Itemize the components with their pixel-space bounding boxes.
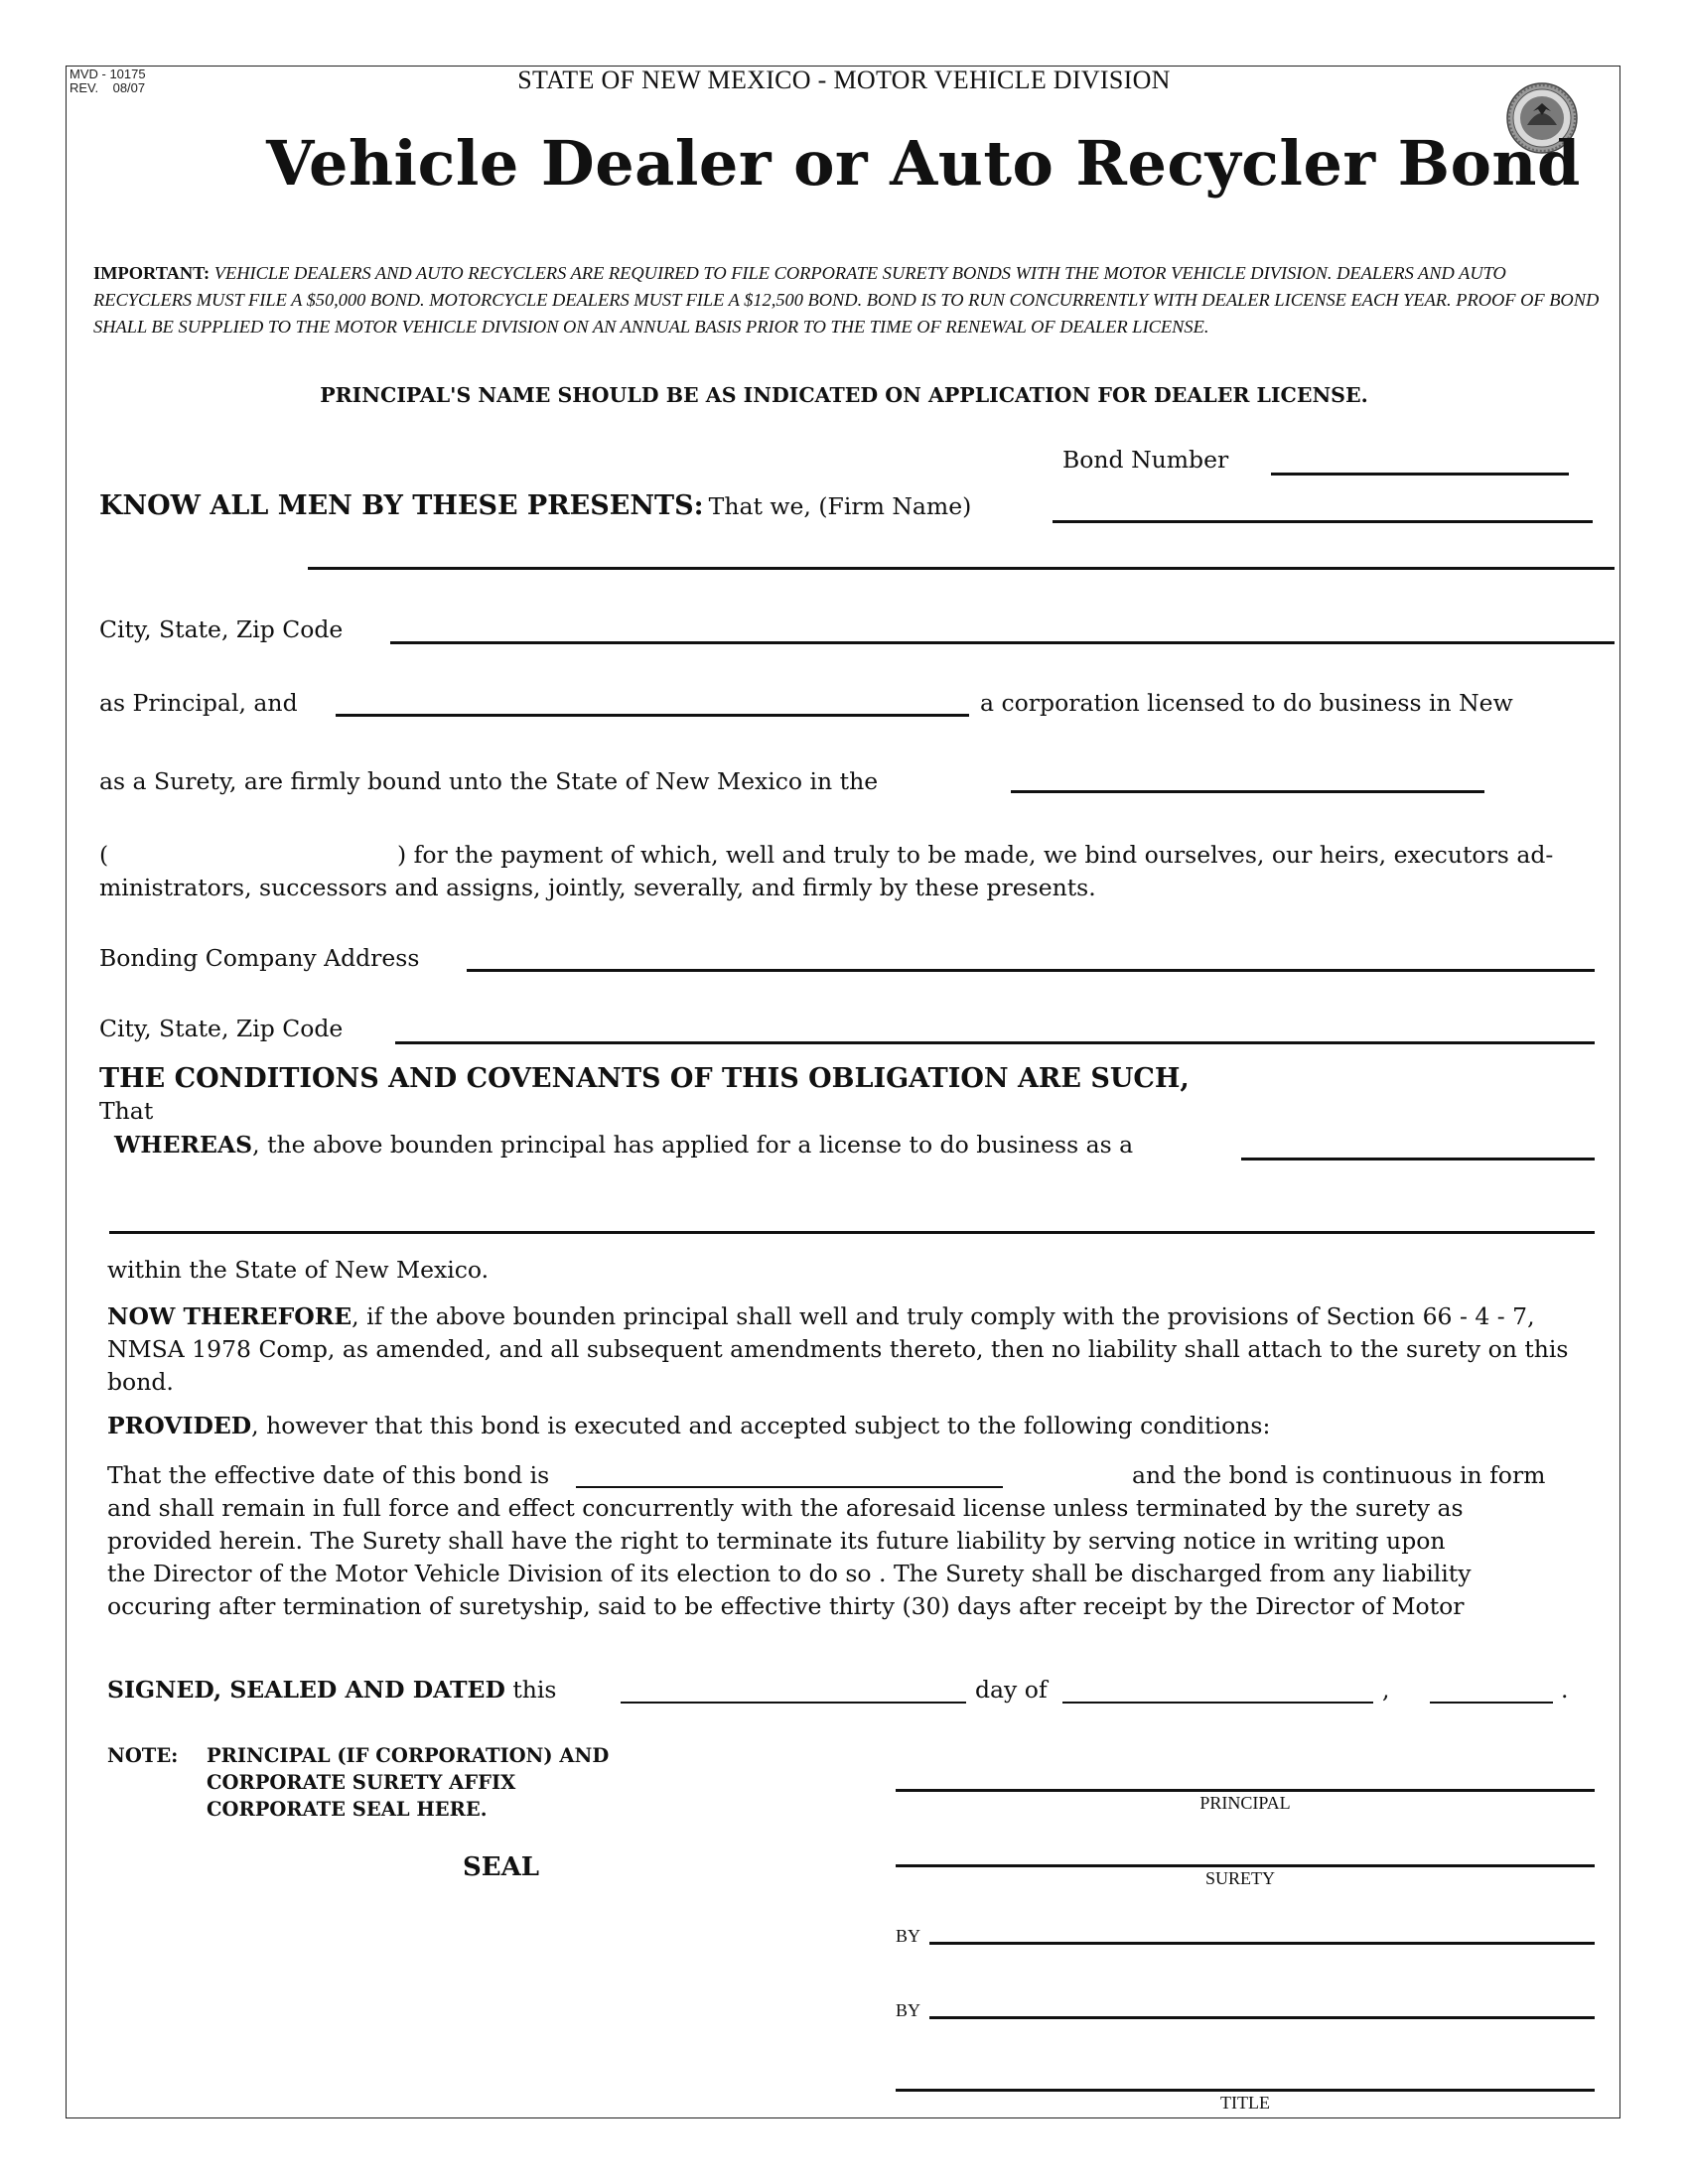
important-notice — [93, 260, 1609, 341]
business-type-field-line2[interactable] — [109, 1231, 1595, 1234]
signed-comma: , — [1382, 1676, 1390, 1704]
firm-name-field[interactable] — [1053, 520, 1593, 523]
title-field[interactable] — [896, 2089, 1595, 2092]
bonding-company-address-field[interactable] — [467, 969, 1595, 972]
effective-line5: occuring after termination of suretyship, said to be effective thirty (30) days after receipt by the Director of Motor — [107, 1592, 1465, 1620]
now-therefore-text: , if the above bounden principal shall well and truly comply with the provisions of Section 66 - 4 - 7, NMSA 1978 Comp, as amended, and all subsequent amendments thereto, then no liability shall attach to the surety on this bond. — [107, 1302, 1569, 1396]
title-label: TITLE — [1220, 2093, 1270, 2113]
payment-continuation: ministrators, successors and assigns, jointly, severally, and firmly by these presents. — [99, 874, 1096, 901]
bonding-company-label: Bonding Company Address — [99, 944, 420, 972]
page-title: Vehicle Dealer or Auto Recycler Bond — [266, 127, 1581, 200]
signed-month-field[interactable] — [1062, 1702, 1373, 1704]
payment-text: ) for the payment of which, well and truly to be made, we bind ourselves, our heirs, executors ad- — [397, 841, 1554, 869]
provided-label: PROVIDED — [107, 1412, 252, 1439]
signed-period: . — [1561, 1676, 1569, 1704]
seal-label: SEAL — [463, 1852, 540, 1882]
signed-day-field[interactable] — [621, 1702, 966, 1704]
within-state-text: within the State of New Mexico. — [107, 1256, 490, 1284]
bonding-city-field[interactable] — [395, 1041, 1595, 1044]
bond-number-label: Bond Number — [1062, 446, 1229, 474]
principal-signature-field[interactable] — [896, 1789, 1595, 1792]
signed-this: this — [512, 1676, 557, 1704]
business-type-field[interactable] — [1241, 1158, 1595, 1160]
effective-prefix: That the effective date of this bond is — [107, 1461, 550, 1489]
agency-name: STATE OF NEW MEXICO - MOTOR VEHICLE DIVISION — [517, 66, 1171, 94]
bonding-city-label: City, State, Zip Code — [99, 1015, 344, 1042]
important-label: IMPORTANT: — [93, 263, 211, 283]
surety-signature-field[interactable] — [896, 1864, 1595, 1867]
important-text: VEHICLE DEALERS AND AUTO RECYCLERS ARE REQUIRED TO FILE CORPORATE SURETY BONDS WITH THE MOTOR VEHICLE DIVISION. DEALERS AND AUTO RECYCLERS MUST FILE A $50,000 BOND. MOTORCYCLE DEALERS MUST FILE A $12,500 BOND. BOND IS TO RUN CONCURRENTLY WITH DEALER LICENSE EACH YEAR. PROOF OF BOND SHALL BE SUPPLIED TO THE MOTOR VEHICLE DIVISION ON AN ANNUAL BASIS PRIOR TO THE TIME OF RENEWAL OF DEALER LICENSE. — [93, 263, 1600, 337]
note-label: NOTE: — [107, 1744, 179, 1767]
by-label-2: BY — [896, 2000, 921, 2020]
effective-date-field[interactable] — [576, 1486, 1003, 1488]
by-signature-field-2[interactable] — [929, 2016, 1595, 2019]
conditions-that: That — [99, 1097, 154, 1125]
effective-suffix: and the bond is continuous in form — [1132, 1461, 1546, 1489]
signed-day-of: day of — [975, 1676, 1048, 1704]
form-revision: REV. 08/07 — [70, 80, 146, 95]
surety-label: SURETY — [1204, 1868, 1275, 1888]
note-line2: CORPORATE SURETY AFFIX — [207, 1771, 516, 1794]
bond-amount-words-field[interactable] — [1011, 790, 1484, 793]
principal-name-note: PRINCIPAL'S NAME SHOULD BE AS INDICATED ON APPLICATION FOR DEALER LICENSE. — [320, 383, 1368, 407]
signed-line — [107, 1676, 556, 1704]
as-principal-label: as Principal, and — [99, 689, 298, 717]
whereas-label: WHEREAS — [114, 1131, 253, 1159]
note-line1: PRINCIPAL (IF CORPORATION) AND — [207, 1744, 610, 1767]
now-therefore-paragraph — [107, 1300, 1607, 1399]
city-state-zip-field[interactable] — [390, 641, 1615, 644]
whereas-text: , the above bounden principal has applied for a license to do business as a — [252, 1131, 1134, 1159]
now-therefore-label: NOW THEREFORE — [107, 1302, 352, 1330]
know-all-heading: KNOW ALL MEN BY THESE PRESENTS: — [99, 490, 704, 521]
by-signature-field-1[interactable] — [929, 1942, 1595, 1945]
surety-company-field[interactable] — [336, 714, 969, 717]
conditions-heading: THE CONDITIONS AND COVENANTS OF THIS OBLIGATION ARE SUCH, — [99, 1063, 1190, 1094]
whereas-line — [114, 1131, 1133, 1159]
signed-label: SIGNED, SEALED AND DATED — [107, 1676, 505, 1704]
effective-line4: the Director of the Motor Vehicle Division of its election to do so . The Surety shall be discharged from any liability — [107, 1560, 1472, 1587]
signed-year-field[interactable] — [1430, 1702, 1553, 1704]
know-all-text: That we, (Firm Name) — [708, 492, 972, 520]
know-all-line — [99, 490, 971, 521]
effective-line3: provided herein. The Surety shall have the right to terminate its future liability by serving notice in writing upon — [107, 1527, 1446, 1555]
provided-line — [107, 1412, 1270, 1439]
by-label-1: BY — [896, 1926, 921, 1946]
as-surety-text: as a Surety, are firmly bound unto the State of New Mexico in the — [99, 767, 879, 795]
form-number: MVD - 10175 — [70, 67, 146, 81]
provided-text: , however that this bond is executed and accepted subject to the following conditions: — [251, 1412, 1271, 1439]
note-line3: CORPORATE SEAL HERE. — [207, 1798, 488, 1821]
principal-label: PRINCIPAL — [1199, 1793, 1291, 1813]
payment-open-paren: ( — [99, 841, 109, 869]
city-state-zip-label: City, State, Zip Code — [99, 615, 344, 643]
bond-number-field[interactable] — [1271, 473, 1569, 476]
as-principal-suffix: a corporation licensed to do business in New — [980, 689, 1513, 717]
firm-name-field-line2[interactable] — [308, 567, 1615, 570]
effective-line2: and shall remain in full force and effect concurrently with the aforesaid license unless terminated by the surety as — [107, 1494, 1464, 1522]
